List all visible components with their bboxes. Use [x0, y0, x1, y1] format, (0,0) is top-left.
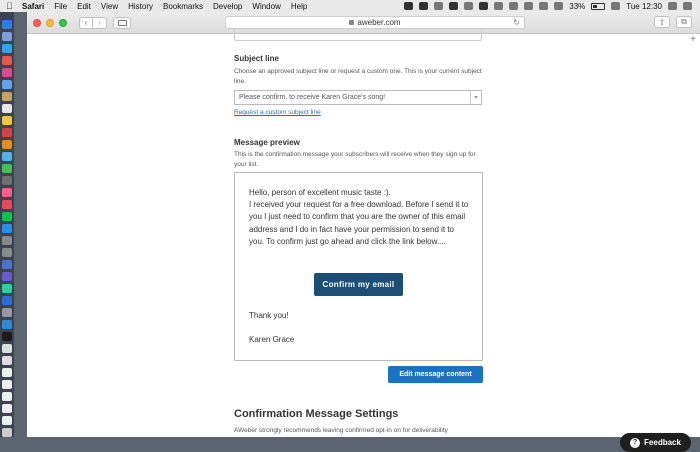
app-icon[interactable]	[2, 236, 12, 245]
window-controls	[33, 19, 67, 27]
system-preferences-icon[interactable]	[2, 248, 12, 257]
menu-bookmarks[interactable]: Bookmarks	[163, 1, 204, 11]
navigation-buttons	[79, 17, 107, 29]
menu-window[interactable]: Window	[252, 1, 281, 11]
sidebar-icon	[118, 20, 127, 26]
apple-icon[interactable]	[6, 1, 16, 11]
menu-view[interactable]: View	[100, 1, 119, 11]
dock	[0, 12, 14, 437]
question-icon: ?	[630, 438, 640, 448]
app-icon[interactable]	[2, 260, 12, 269]
feedback-button[interactable]	[620, 433, 691, 452]
menu-app-safari[interactable]: Safari	[22, 1, 45, 11]
battery-icon[interactable]	[591, 3, 605, 10]
message-signature: Karen Grace	[249, 335, 295, 344]
menu-list-icon[interactable]	[683, 2, 692, 10]
status-app-icon[interactable]	[419, 2, 428, 10]
status-app-icon[interactable]	[464, 2, 473, 10]
message-preview-description: This is the confirmation message your subscribers will receive when they sign up for your list.	[234, 151, 476, 168]
confirmation-settings-description: AWeber strongly recommends leaving confirmed opt-in on for deliverability	[234, 427, 448, 434]
toolbar-right-buttons	[654, 16, 692, 28]
calendar-icon[interactable]	[2, 104, 12, 113]
subject-line-value: Please confirm, to receive Karen Grace's song!	[239, 94, 386, 101]
document-icon[interactable]	[2, 368, 12, 377]
app-icon[interactable]	[2, 296, 12, 305]
time-machine-icon[interactable]	[494, 2, 503, 10]
feedback-label: Feedback	[644, 438, 681, 447]
menu-develop[interactable]: Develop	[213, 1, 243, 11]
close-window-button[interactable]	[33, 19, 41, 27]
url-text: aweber.com	[357, 18, 401, 27]
itunes-icon[interactable]	[2, 188, 12, 197]
app-icon[interactable]	[2, 80, 12, 89]
safari-window	[27, 12, 700, 447]
terminal-icon[interactable]	[2, 332, 12, 341]
document-icon[interactable]	[2, 380, 12, 389]
subject-line-select[interactable]	[234, 90, 482, 105]
trash-icon[interactable]	[2, 428, 12, 437]
app-icon[interactable]	[2, 176, 12, 185]
app-icon[interactable]	[2, 200, 12, 209]
message-text: I received your request for a free download. Before I send it to you I just need to confirm that you are the owner of this email address and I do in fact have your permission to send it to you. To confirm just go ahead and click the link below....	[249, 200, 469, 246]
request-custom-subject-link[interactable]: Request a custom subject line	[234, 109, 321, 116]
notes-icon[interactable]	[2, 116, 12, 125]
document-icon[interactable]	[2, 356, 12, 365]
status-app-icon[interactable]	[404, 2, 413, 10]
menu-history[interactable]: History	[128, 1, 154, 11]
spotify-icon[interactable]	[2, 212, 12, 221]
previous-field[interactable]	[234, 29, 482, 41]
app-icon[interactable]	[2, 308, 12, 317]
flag-icon[interactable]	[611, 2, 620, 10]
document-icon[interactable]	[2, 392, 12, 401]
back-button[interactable]: ‹	[79, 17, 93, 29]
page-content	[27, 35, 700, 447]
maximize-window-button[interactable]	[59, 19, 67, 27]
dropbox-icon[interactable]	[449, 2, 458, 10]
app-icon[interactable]	[2, 92, 12, 101]
chevron-down-icon[interactable]: ▾	[470, 91, 481, 104]
message-thanks: Thank you!	[249, 311, 289, 320]
app-icon[interactable]	[2, 56, 12, 65]
app-icon[interactable]	[2, 152, 12, 161]
subject-line-title: Subject line	[234, 54, 279, 63]
app-icon[interactable]	[2, 128, 12, 137]
document-icon[interactable]	[2, 344, 12, 353]
address-bar[interactable]	[225, 16, 525, 29]
document-icon[interactable]	[2, 416, 12, 425]
forward-button[interactable]: ›	[93, 17, 107, 29]
confirm-email-button[interactable]: Confirm my email	[314, 273, 403, 296]
edit-message-content-button[interactable]: Edit message content	[388, 366, 483, 383]
app-icon[interactable]	[2, 272, 12, 281]
app-icon[interactable]	[2, 320, 12, 329]
macos-menu-bar	[0, 0, 700, 12]
photos-icon[interactable]	[2, 140, 12, 149]
airplay-icon[interactable]	[524, 2, 533, 10]
menu-edit[interactable]: Edit	[77, 1, 91, 11]
menu-file[interactable]: File	[54, 1, 68, 11]
clock[interactable]: Tue 12:30	[626, 1, 662, 11]
share-button[interactable]: ⇧	[654, 16, 670, 28]
reload-icon[interactable]: ↻	[513, 18, 520, 27]
bluetooth-icon[interactable]	[539, 2, 548, 10]
message-greeting: Hello, person of excellent music taste :).	[249, 188, 391, 197]
new-tab-button[interactable]: +	[690, 34, 696, 45]
wifi-icon[interactable]	[509, 2, 518, 10]
subject-line-description: Choose an approved subject line or request a custom one. This is your current subject line.	[234, 68, 482, 85]
lock-icon	[349, 20, 354, 25]
app-icon[interactable]	[2, 68, 12, 77]
tabs-overview-button[interactable]: ⧉	[676, 16, 692, 28]
minimize-window-button[interactable]	[46, 19, 54, 27]
menu-help[interactable]: Help	[290, 1, 308, 11]
sidebar-toggle-button[interactable]	[113, 17, 131, 29]
status-area	[404, 2, 700, 11]
app-icon[interactable]	[2, 284, 12, 293]
app-store-icon[interactable]	[2, 224, 12, 233]
volume-icon[interactable]	[554, 2, 563, 10]
finder-icon[interactable]	[2, 20, 12, 29]
message-body	[249, 187, 471, 248]
battery-percent[interactable]: 33%	[569, 1, 586, 11]
launchpad-icon[interactable]	[2, 32, 12, 41]
message-preview-title: Message preview	[234, 138, 300, 147]
status-app-icon[interactable]	[479, 2, 488, 10]
safari-icon[interactable]	[2, 44, 12, 53]
status-app-icon[interactable]	[434, 2, 443, 10]
document-icon[interactable]	[2, 404, 12, 413]
messages-icon[interactable]	[2, 164, 12, 173]
message-preview-box	[234, 172, 483, 361]
spotlight-icon[interactable]	[668, 2, 677, 10]
confirmation-settings-title: Confirmation Message Settings	[234, 408, 399, 420]
